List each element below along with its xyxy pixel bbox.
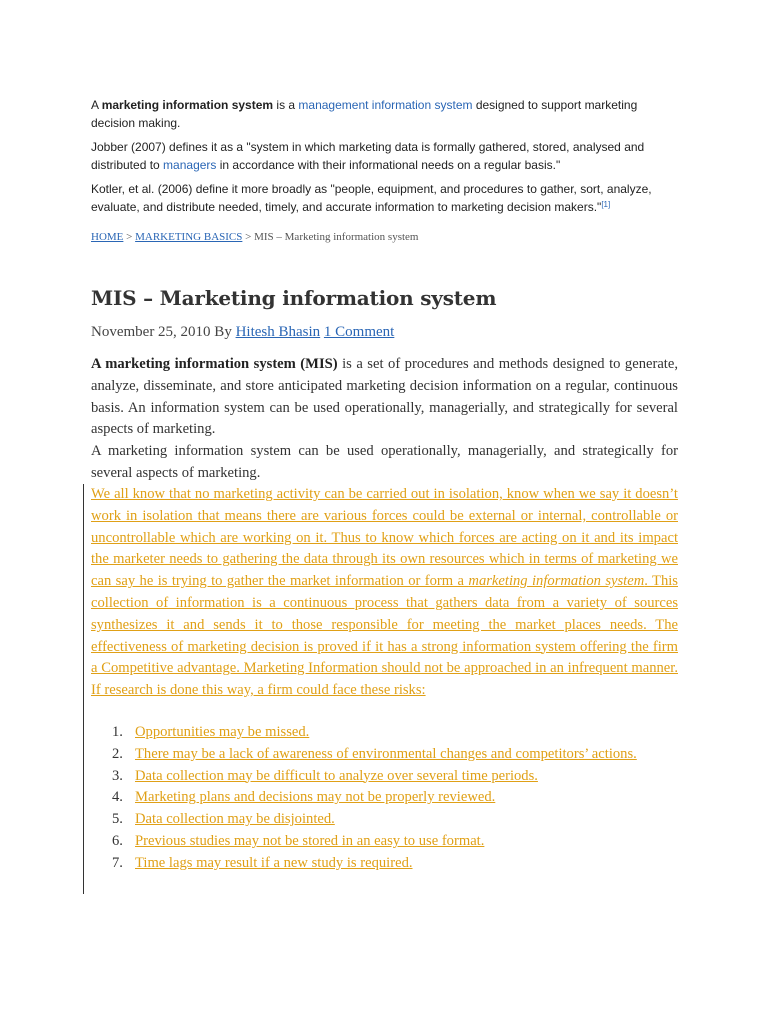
wiki-kotler-paragraph xyxy=(91,181,661,216)
text: Kotler, et al. (2006) define it more broadly as "people, equipment, and procedures to gather, sort, analyze, evaluate, and distribute needed, timely, and accurate information to marketing decision makers." xyxy=(91,182,652,214)
author-link[interactable]: Hitesh Bhasin xyxy=(235,324,321,340)
italic-term: marketing information system xyxy=(468,573,645,590)
intro-bold-term: A marketing information system (MIS) xyxy=(91,356,338,372)
list-number: 7. xyxy=(112,854,123,871)
list-number: 3. xyxy=(112,767,123,784)
list-item-text: Data collection may be difficult to analyze over several time periods. xyxy=(135,767,538,784)
wiki-definition-paragraph xyxy=(91,97,661,132)
list-item xyxy=(112,787,682,809)
second-paragraph: A marketing information system can be used operationally, managerially, and strategically for several aspects of marketing. xyxy=(91,443,678,481)
list-item xyxy=(112,831,682,853)
managers-wiki-link[interactable]: managers xyxy=(163,157,217,172)
list-item xyxy=(112,744,682,766)
breadcrumb-current: MIS – Marketing information system xyxy=(254,231,419,243)
text: is a set of procedures and methods designed to generate, analyze, disseminate, and store anticipated marketing decision information on a regular, continuous basis. An information system can be used operationally, managerially, and strategically for several aspects of marketing. xyxy=(91,356,678,438)
text: Jobber (2007) defines it as a "system in which marketing data is formally gathered, stored, analysed and distributed to xyxy=(91,140,645,172)
list-item xyxy=(112,809,682,831)
breadcrumb-separator: > xyxy=(242,231,255,243)
list-item-text: Opportunities may be missed. xyxy=(135,724,310,740)
highlighted-paragraph xyxy=(91,484,678,702)
list-number: 4. xyxy=(112,789,123,806)
list-item-text: Data collection may be disjointed. xyxy=(135,811,335,828)
article-meta xyxy=(91,324,394,341)
mis-wiki-link[interactable]: management information system xyxy=(298,98,473,112)
page-title: MIS – Marketing information system xyxy=(91,286,497,310)
list-number: 1. xyxy=(112,724,123,740)
breadcrumb-section-link[interactable]: MARKETING BASICS xyxy=(135,231,243,243)
list-item xyxy=(112,722,682,744)
text: is a xyxy=(273,98,299,112)
list-item-text: Time lags may result if a new study is required. xyxy=(135,854,413,871)
risks-list xyxy=(112,722,682,875)
article-body xyxy=(91,354,678,485)
citation-link[interactable]: [1] xyxy=(601,199,611,209)
list-number: 6. xyxy=(112,832,123,849)
list-item xyxy=(112,766,682,788)
text: . This collection of information is a continuous process that gathers data from a variety of sources synthesizes it and sends it to those responsible for meeting the market places needs. The effectiveness of marketing decision is proved if it has a strong information system offering the firm a Competitive advantage. Marketing Information should not be approached in an infrequent manner. If research is done this way, a firm could face these risks: xyxy=(91,573,678,699)
list-item xyxy=(112,853,682,875)
list-item-text: Previous studies may not be stored in an easy to use format. xyxy=(135,832,485,849)
text: designed to support marketing decision making. xyxy=(91,98,638,130)
text: A xyxy=(91,98,102,112)
wiki-jobber-paragraph xyxy=(91,139,661,174)
text: We all know that no marketing activity can be carried out in isolation, know when we say it doesn’t work in isolation that means there are various forces could be external or internal, controllable or uncontrollable which are working on it. Thus to know which forces are acting on it and its impact the marketer needs to gathering the data through its own resources which in terms of marketing we can say he is trying to gather the market information or form a xyxy=(91,486,678,590)
breadcrumb-home-link[interactable]: HOME xyxy=(91,231,124,243)
highlighted-passage xyxy=(91,484,678,702)
breadcrumb xyxy=(91,231,418,243)
text: in accordance with their informational needs on a regular basis." xyxy=(216,157,561,172)
list-number: 5. xyxy=(112,811,123,828)
post-date: November 25, 2010 By xyxy=(91,324,236,340)
comments-link[interactable]: 1 Comment xyxy=(323,324,395,340)
term-bold: marketing information system xyxy=(101,98,274,112)
intro-paragraph xyxy=(91,354,678,441)
highlight-margin-bar xyxy=(83,484,84,894)
list-item-text: Marketing plans and decisions may not be properly reviewed. xyxy=(135,789,496,806)
list-number: 2. xyxy=(112,745,123,762)
breadcrumb-separator: > xyxy=(123,231,136,243)
wikipedia-excerpt xyxy=(91,97,661,223)
list-item-text: There may be a lack of awareness of environmental changes and competitors’ actions. xyxy=(135,745,637,762)
